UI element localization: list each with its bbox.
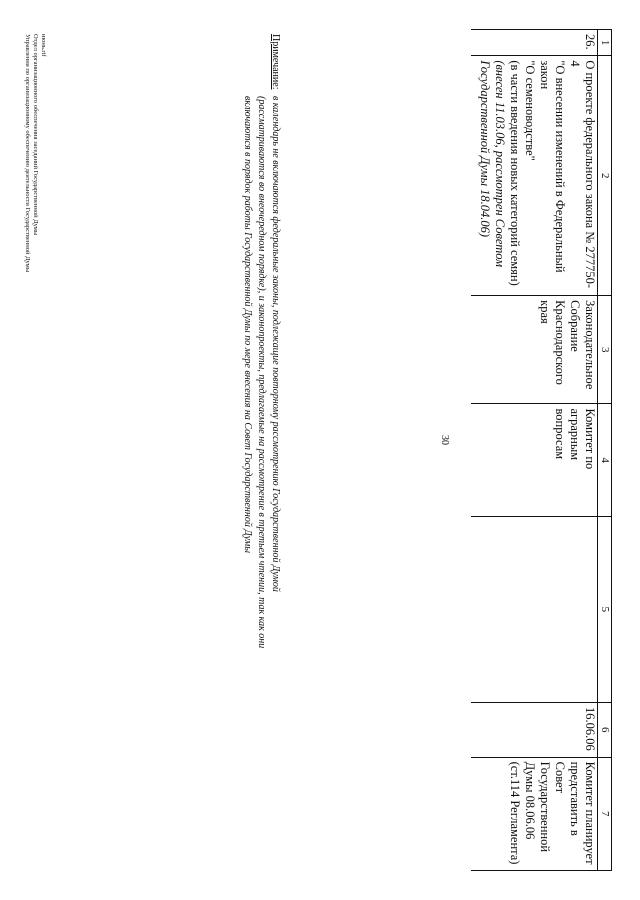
- date-cell: 16.06.06: [471, 702, 598, 757]
- note-text: в календарь не включаются федеральные законы, подлежащие повторному рассмотрению Государственной Думой (рассматриваются во внеочередном порядке), и законопроекты, предлагаемые на рассмотрение в третьем чтении, так как они включаются в порядок работы Государственной Думы по мере внесения на Совет Государственной Думы: [242, 96, 281, 649]
- introduction-note-line: (внесен 11.03.06, рассмотрен Советом: [493, 60, 507, 268]
- column-header: 7: [598, 757, 612, 870]
- bill-title-line: "О семеноводстве": [523, 60, 537, 161]
- table-row: [471, 30, 598, 871]
- bill-title-line: О проекте федерального закона № 277750-4: [568, 60, 597, 289]
- footer-directorate: Управления по организационному обеспечению деятельности Государственной Думы: [24, 34, 31, 273]
- comment-cell: Комитет планирует представить в Совет Государственной Думы 08.06.06 (ст.114 Регламента): [471, 757, 598, 870]
- footer-filename: июнь.rtf: [40, 34, 47, 57]
- column-header: 3: [598, 296, 612, 404]
- bill-title-cell: [471, 56, 598, 296]
- column-header: 2: [598, 56, 612, 296]
- column-header: 4: [598, 404, 612, 516]
- note-label: Примечание:: [270, 34, 281, 90]
- empty-cell: [471, 516, 598, 702]
- bill-title-line: (в части введения новых категорий семян): [508, 60, 522, 286]
- committee-cell: Комитет по аграрным вопросам: [471, 404, 598, 516]
- row-number: 26.: [471, 30, 598, 56]
- bill-schedule-table: [471, 29, 612, 871]
- column-header: 1: [598, 30, 612, 56]
- introduction-note-line: Государственной Думы 18.04.06): [478, 60, 492, 238]
- page-number: 30: [439, 435, 450, 445]
- column-header: 6: [598, 702, 612, 757]
- table-header-row: [598, 30, 612, 871]
- column-header: 5: [598, 516, 612, 702]
- document-footer: [23, 34, 47, 272]
- footer-department: Отдел организационного обеспечения заседаний Государственной Думы: [32, 34, 39, 236]
- initiator-cell: Законодательное Собрание Краснодарского края: [471, 296, 598, 404]
- bill-title-line: "О внесении изменений в Федеральный закон: [538, 60, 567, 273]
